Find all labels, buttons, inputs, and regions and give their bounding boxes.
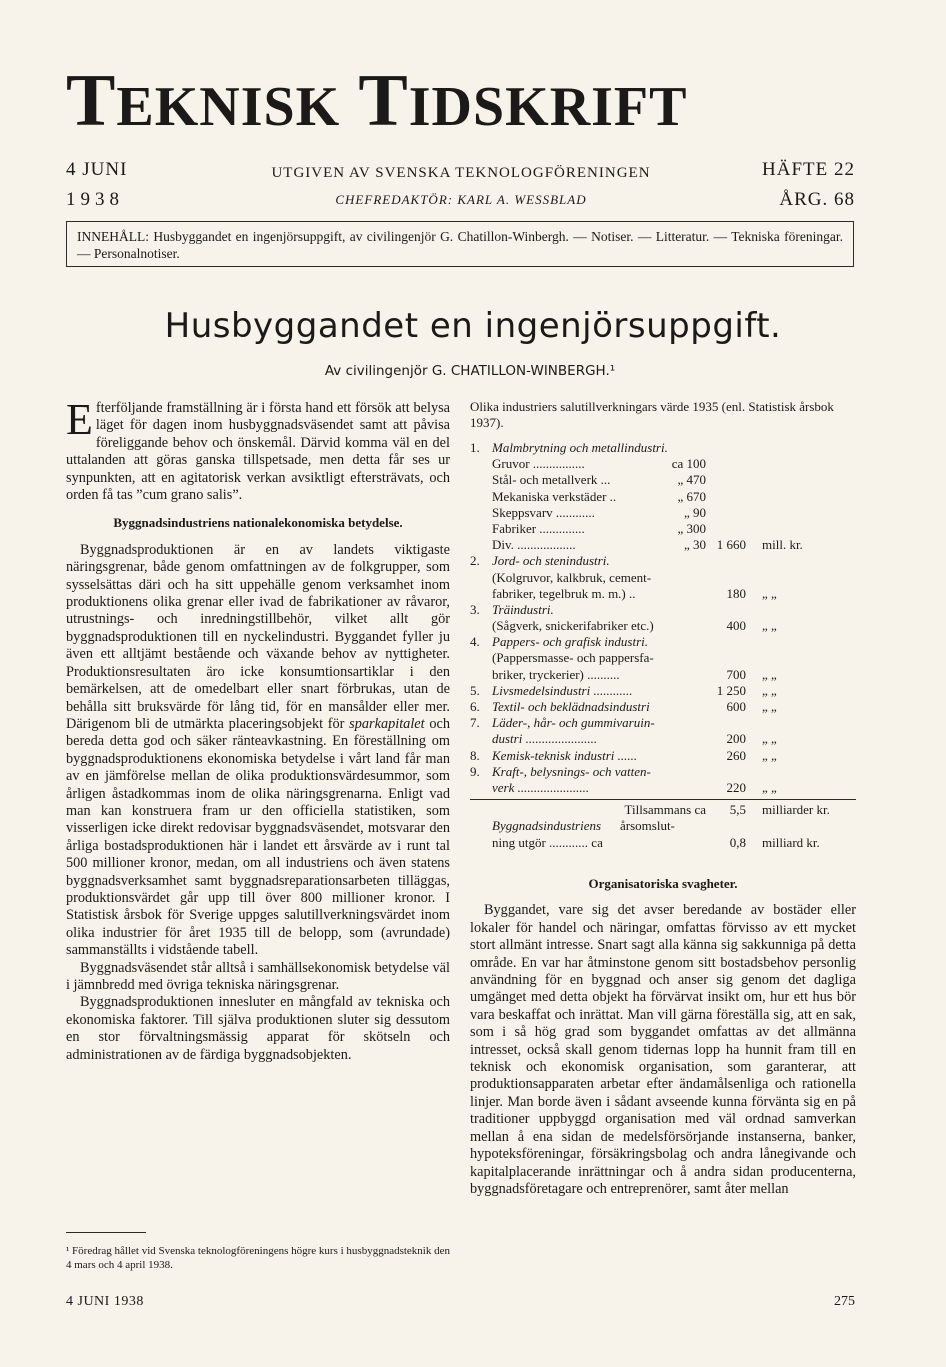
row-label: Stål- och metallverk ...: [492, 472, 611, 488]
row-unit: „ „: [762, 747, 777, 763]
paragraph-factors: Byggnadsproduktionen innesluter en mångfald av tekniska och ekonomiska faktorer. Till själva produktionen sluter sig dessutom en stor förvaltningsmässig apparat för skötseln och administrationen av de färdiga byggnadsobjekten.: [66, 994, 450, 1063]
row-label: Malmbrytning och metallindustri.: [492, 440, 668, 455]
table-row: [470, 489, 856, 505]
row-number: 3.: [470, 601, 480, 617]
section-heading-economic: Byggnadsindustriens nationalekonomiska betydelse.: [113, 515, 403, 531]
annual-label-cont: årsomslut-: [620, 818, 675, 834]
editor-line: CHEFREDAKTÖR: KARL A. WESSBLAD: [335, 192, 587, 207]
table-row: [470, 553, 856, 569]
intro-paragraph: [66, 395, 450, 504]
row-label: Skeppsvarv ............: [492, 504, 595, 520]
row-value: 180: [726, 585, 746, 601]
row-number: 2.: [470, 553, 480, 569]
table-row: [470, 618, 856, 634]
table-row: [470, 780, 856, 796]
total-unit: milliarder kr.: [762, 802, 830, 818]
contents-box: [66, 221, 854, 267]
row-label: Pappers- och grafisk industri.: [492, 634, 648, 650]
issue-number: HÄFTE 22: [762, 159, 855, 180]
table-row: [470, 521, 856, 537]
table-row: [470, 505, 856, 521]
row-label: Mekaniska verkstäder ..: [492, 488, 617, 504]
row-label: Jord- och stenindustri.: [492, 553, 610, 569]
row-label: Div. ..................: [492, 537, 576, 553]
row-label: (Pappersmasse- och pappersfa-: [492, 650, 654, 666]
row-number: 9.: [470, 763, 480, 779]
row-label: Kemisk-teknisk industri ......: [492, 747, 638, 763]
row-unit: „ „: [762, 585, 777, 601]
issue-date-day: 4 JUNI: [66, 159, 128, 180]
contents-text: INNEHÅLL: Husbyggandet en ingenjörsuppgift, av civilingenjör G. Chatillon-Winbergh. — Notiser. — Litteratur. — Tekniska föreningar. — Personalnotiser.: [77, 229, 843, 261]
row-subvalue: „ 90: [683, 504, 706, 520]
table-annual-row-1: [470, 818, 856, 834]
row-subvalue: „ 670: [677, 488, 706, 504]
table-row: [470, 715, 856, 731]
row-unit: „ „: [762, 731, 777, 747]
footnote-rule: [66, 1232, 146, 1233]
right-column: [470, 875, 856, 1198]
row-number: 4.: [470, 634, 480, 650]
row-label: briker, tryckerier) ..........: [492, 666, 620, 682]
annual-value: 0,8: [729, 834, 746, 850]
annual-label-italic: Byggnadsindustriens: [492, 818, 602, 834]
row-unit: „ „: [762, 666, 777, 682]
table-row: [470, 472, 856, 488]
table-row: [470, 764, 856, 780]
industry-table: [470, 440, 856, 851]
row-unit: „ „: [762, 682, 777, 698]
row-value: 600: [726, 699, 746, 714]
row-label: (Sågverk, snickerifabriker etc.): [492, 618, 654, 634]
section-heading-organisational: Organisatoriska svagheter.: [588, 876, 738, 891]
paragraph-building: Byggandet, vare sig det avser beredande av bostäder eller lokaler för handel och näringar, omfattas förvisso av ett mycket stort allmänt intresse. Snart sagt alla känna sig sakkunniga på detta område. En var har åtminstone genom sitt bostadsbehov personlig användning för en byggnad och anser sig genom det dagliga umgänget med detta objekt ha förvärvat insikt om, hur ett hus bör vara beskaffat och inrättat. Man vill gärna föreställa sig, att en sak, som i så hög grad som byggandet omfattas av det allmänna intresset, också skall genom tidernas lopp ha hunnit fram till en teknisk och ekonomisk organisation, som garanterar, att produktionsapparaten arbetar efter ändamålsenliga och rationella linjer. Man borde även i sådant avseende kunna förvänta sig en på traditioner uppbyggd organisation med väl ordnad samverkan mellan å ena sidan de medelsförsörjande instanserna, banker, hypoteksföreningar, försäkringsbolag och andra lånegivande och kapitalplacerande inrättningar och å andra sidan producenterna, byggnadsföretagare och entreprenörer, samt åter mellan: [470, 902, 856, 1197]
row-label: verk ......................: [492, 779, 590, 795]
row-value: 1 660: [716, 537, 746, 553]
row-value: 260: [726, 747, 746, 763]
table-row: [470, 537, 856, 553]
table-caption: Olika industriers salutillverkningars värde 1935 (enl. Statistisk årsbok 1937).: [470, 399, 834, 430]
row-label: Livsmedelsindustri ............: [492, 682, 633, 698]
article-title: Husbyggandet en ingenjörsuppgift.: [164, 306, 782, 346]
row-label: (Kolgruvor, kalkbruk, cement-: [492, 569, 652, 585]
row-unit: mill. kr.: [762, 537, 803, 553]
table-row: [470, 699, 856, 715]
row-number: 5.: [470, 682, 480, 698]
annual-unit: milliard kr.: [762, 834, 820, 850]
row-number: 6.: [470, 699, 480, 714]
row-subvalue: ca 100: [671, 456, 706, 472]
row-label: fabriker, tegelbruk m. m.) ..: [492, 585, 636, 601]
row-label: Gruvor ................: [492, 456, 585, 472]
row-label: Träindustri.: [492, 601, 554, 617]
row-label: dustri ......................: [492, 731, 598, 747]
paragraph-production: Byggnadsproduktionen är en av landets viktigaste näringsgrenar, både genom omfattningen av de folkgrupper, som sysselsättas däri och ha sitt uppehälle genom verksamhet inom produktionens olika grenar eller ivad de fabrikationer av råvaror, utrustnings- och inredningstillbehör, vilket allt gör byggnadsproduktionen till en nyckelindustri. Byggandet fyller ju även ett alltjämt bestående och växande behov av nyttigheter. Produktionsresultaten äro icke konsumtionsartiklar i den bemärkelsen, att de omedelbart eller snart förbrukas, utan de behålla sitt bruksvärde för lång tid, för en mansålder eller mer. Därigenom bli de utmärkta placeringsobjekt för sparkapitalet och bereda detta god och säker ränteavkastning. En föreställning om byggnadsproduktionens ekonomiska betydelse i vårt land får man av en jämförelse mellan de olika produktionsvärdesummor, som årligen åstadkommas inom de olika näringsgrenarna. Enligt vad man kan konstruera fram ur den officiella statistiken, som visserligen icke direkt redovisar byggnadsväsendet, motsvarar den årliga bostadsproduktionen här i landet ett årsvärde av i runt tal 500 millioner kronor, medan, om all industriens och även statens byggnadsverksamhet samt byggnadsreparationsarbeten tilläggas, produktionsvärdet går upp till över 800 millioner kronor. I Statistisk årsbok för Sverige uppges salutillverkningsvärdet inom olika industrier för året 1935 till de belopp, som (avrundade) sammanställts i vidstående tabell.: [66, 541, 450, 959]
masthead-title: TEKNISK TIDSKRIFT: [66, 60, 688, 142]
table-row: [470, 748, 856, 764]
row-value: 400: [726, 618, 746, 634]
row-subvalue: „ 300: [677, 520, 706, 536]
table-row: [470, 440, 856, 456]
total-label: Tillsammans ca: [624, 802, 706, 818]
row-value: 200: [726, 731, 746, 747]
table-annual-row-2: [470, 835, 856, 851]
footnote: ¹ Föredrag hållet vid Svenska teknologföreningens högre kurs i husbyggnadsteknik den 4 mars och 4 april 1938.: [66, 1245, 450, 1271]
row-label: Kraft-, belysnings- och vatten-: [492, 763, 651, 779]
total-value: 5,5: [729, 802, 746, 818]
left-column: [66, 395, 450, 1064]
table-row: [470, 634, 856, 650]
publisher-line: UTGIVEN AV SVENSKA TEKNOLOGFÖRENINGEN: [271, 165, 651, 181]
volume-number: ÅRG. 68: [779, 189, 855, 210]
row-label: Läder-, hår- och gummivaruin-: [492, 715, 655, 731]
page-number: 275: [834, 1294, 855, 1309]
issue-date-year: 1938: [66, 189, 124, 210]
row-subvalue: „ 30: [683, 537, 706, 553]
row-label: Fabriker ..............: [492, 520, 585, 536]
table-row: [470, 683, 856, 699]
row-label: Textil- och beklädnadsindustri: [492, 699, 650, 714]
table-rule: [470, 799, 856, 800]
row-number: 1.: [470, 440, 480, 455]
table-row: [470, 586, 856, 602]
row-value: 1 250: [716, 682, 746, 698]
row-unit: „ „: [762, 699, 777, 714]
table-row: [470, 602, 856, 618]
table-row: [470, 456, 856, 472]
row-number: 7.: [470, 715, 480, 731]
table-total-row: [470, 802, 856, 818]
article-byline: Av civilingenjör G. CHATILLON-WINBERGH.¹: [324, 363, 616, 379]
table-row: [470, 650, 856, 666]
row-unit: „ „: [762, 618, 777, 634]
row-unit: „ „: [762, 779, 777, 795]
paragraph-comparison: Byggnadsväsendet står alltså i samhällsekonomisk betydelse väl i jämnbredd med övriga tekniska näringsgrenar.: [66, 959, 450, 993]
annual-label: ning utgör ............ ca: [492, 834, 603, 850]
drop-cap: E: [66, 395, 93, 444]
row-subvalue: „ 470: [677, 472, 706, 488]
table-row: [470, 667, 856, 683]
table-row: [470, 570, 856, 586]
intro-text: fterföljande framställning är i första hand ett försök att belysa läget för dagen inom husbyggnadsväsendet samt att påvisa föreliggande behov och önskemål. Därvid komma väl en del uttalanden att göras ganska tillspetsade, men detta får ses ur synpunkten, att en agitatorisk verkan avsiktligt eftersträvats, och orden få tas ”cum grano salis”.: [66, 400, 450, 504]
row-value: 700: [726, 666, 746, 682]
footer-date: 4 JUNI 1938: [66, 1294, 144, 1309]
row-number: 8.: [470, 747, 480, 763]
row-value: 220: [726, 779, 746, 795]
table-row: [470, 731, 856, 747]
